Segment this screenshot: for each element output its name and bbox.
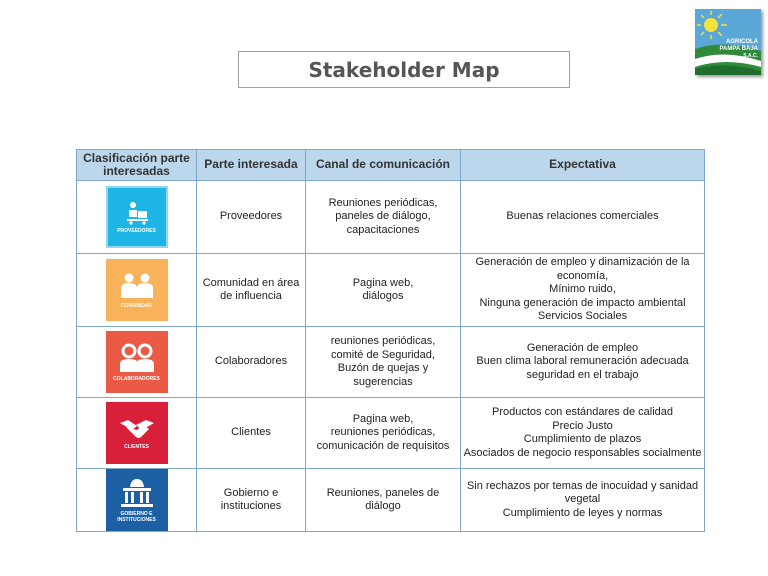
channel-line: Pagina web, [352,276,414,289]
classification-cell [77,254,197,327]
classification-cell [77,398,197,469]
header-classification: Clasificación parte interesadas [77,150,197,181]
channel-line: reuniones periódicas, [330,426,436,439]
icon-caption: CLIENTES [124,443,149,450]
expectation-line: Precio Justo [552,419,613,432]
expectation-cell [461,469,705,532]
expectation-line: Buenas relaciones comerciales [506,210,659,223]
channel-line: comunicación de requisitos [316,439,450,452]
expectation-line: Buen clima laboral remuneración adecuada [476,355,689,368]
expectation-line: Cumplimiento de plazos [523,433,642,445]
expectation-line: Sin rechazos por temas de inocuidad y sanidad [466,479,699,492]
page-title: Stakeholder Map [308,57,500,82]
header-channel: Canal de comunicación [306,150,461,181]
party-cell: Proveedores [197,181,306,254]
logo-line2: PAMPA BAJA [719,46,758,52]
icon-caption: PROVEEDORES [117,227,156,234]
expectation-line: Asociados de negocio responsables socialmente [463,446,702,459]
expectation-line: Servicios Sociales [537,310,628,323]
sun-field-logo-icon [695,9,761,75]
expectation-cell [461,254,705,327]
expectation-line: Cumplimiento de leyes y normas [502,506,663,519]
channel-line: reuniones periódicas, [330,335,436,347]
channel-cell [306,398,461,469]
logo-line1: AGRICOLA [726,39,758,45]
party-cell: Gobierno e instituciones [197,469,306,532]
party-cell: Clientes [197,398,306,469]
supplier-icon [106,186,168,248]
handshake-icon [106,402,168,464]
channel-cell [306,327,461,398]
community-icon [106,259,168,321]
collaborators-icon [106,331,168,393]
expectation-line: Ninguna generación de impacto ambiental [479,296,686,309]
expectation-cell [461,398,705,469]
table-row [77,181,705,254]
expectation-line: seguridad en el trabajo [526,368,639,381]
party-cell: Comunidad en área de influencia [197,254,306,327]
channel-line: comité de Seguridad, [331,348,435,361]
channel-line: Buzón de quejas y [337,362,429,374]
classification-cell [77,469,197,532]
icon-caption: GOBIERNO E INSTITUCIONES [117,510,156,523]
stakeholder-table [76,149,705,532]
header-expectation: Expectativa [461,150,705,181]
party-cell: Colaboradores [197,327,306,398]
channel-line: diálogos [362,290,404,302]
logo-line3: S.A.C. [743,53,758,59]
expectation-line: Generación de empleo y dinamización de la [475,256,690,269]
channel-line: sugerencias [353,375,413,388]
expectation-line: Generación de empleo [526,341,639,354]
title-box [238,51,570,88]
classification-cell [77,181,197,254]
channel-cell [306,469,461,532]
table-header-row [77,150,705,181]
table-row [77,254,705,327]
channel-line: Pagina web, [352,412,414,425]
icon-caption: COLABORADORES [113,375,160,382]
table-row [77,469,705,532]
expectation-line: economía, [556,269,609,282]
channel-line: paneles de diálogo, [335,210,431,223]
expectation-line: vegetal [564,493,601,506]
channel-cell [306,254,461,327]
table-row [77,398,705,469]
channel-line: diálogo [365,500,401,512]
expectation-cell [461,327,705,398]
company-logo [695,9,761,75]
channel-line: Reuniones, paneles de [326,486,440,499]
government-building-icon [106,469,168,531]
icon-caption: COMUNIDAD [120,302,153,309]
table-row [77,327,705,398]
header-party: Parte interesada [197,150,306,181]
expectation-line: Mínimo ruido, [549,283,616,296]
classification-cell [77,327,197,398]
expectation-line: Productos con estándares de calidad [491,406,673,418]
channel-line: capacitaciones [346,223,420,236]
channel-line: Reuniones periódicas, [328,196,438,209]
channel-cell [306,181,461,254]
expectation-cell [461,181,705,254]
